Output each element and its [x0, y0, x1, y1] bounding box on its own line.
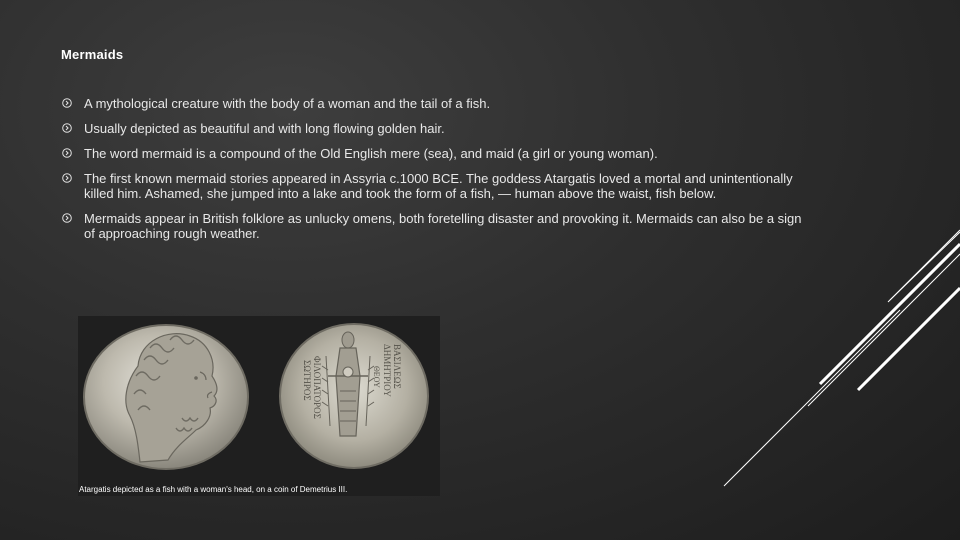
bullet-item	[62, 96, 802, 111]
bullet-text: The first known mermaid stories appeared in Assyria c.1000 BCE. The goddess Atargatis loved a mortal and unintentionally killed him. Ashamed, she jumped into a lake and took the form of a fish, — human above the waist, fish below.	[84, 171, 793, 201]
slide-title: Mermaids	[61, 47, 124, 62]
coin-image	[78, 316, 440, 496]
bullet-text: Mermaids appear in British folklore as unlucky omens, both foretelling disaster and provoking it. Mermaids can also be a sign of approaching rough weather.	[84, 211, 802, 241]
bullet-text: Usually depicted as beautiful and with long flowing golden hair.	[84, 121, 445, 136]
circled-chevron-icon	[62, 123, 72, 133]
coin-inscription: ΦΙΛΟΠΑΤΟΡΟΣ	[312, 356, 322, 419]
circled-chevron-icon	[62, 98, 72, 108]
coin-inscription: ΔΗΜΗΤΡΙΟΥ	[382, 344, 392, 397]
circled-chevron-icon	[62, 213, 72, 223]
coin-obverse	[84, 325, 248, 469]
circled-chevron-icon	[62, 173, 72, 183]
coin-inscription: ΘΕΟΥ	[372, 366, 381, 388]
bullet-list	[62, 96, 802, 251]
coin-inscription: ΣΩΤΗΡΟΣ	[302, 360, 312, 401]
coin-inscription: ΒΑΣΙΛΕΩΣ	[392, 344, 402, 389]
decorative-lines	[700, 220, 960, 500]
bullet-item	[62, 146, 802, 161]
bullet-item	[62, 211, 802, 241]
bullet-text: A mythological creature with the body of a woman and the tail of a fish.	[84, 96, 491, 111]
image-caption: Atargatis depicted as a fish with a woman's head, on a coin of Demetrius III.	[79, 485, 348, 494]
bullet-item	[62, 121, 802, 136]
circled-chevron-icon	[62, 148, 72, 158]
coin-reverse	[280, 324, 428, 468]
bullet-item	[62, 171, 802, 201]
bullet-text: The word mermaid is a compound of the Old English mere (sea), and maid (a girl or young woman).	[84, 146, 658, 161]
